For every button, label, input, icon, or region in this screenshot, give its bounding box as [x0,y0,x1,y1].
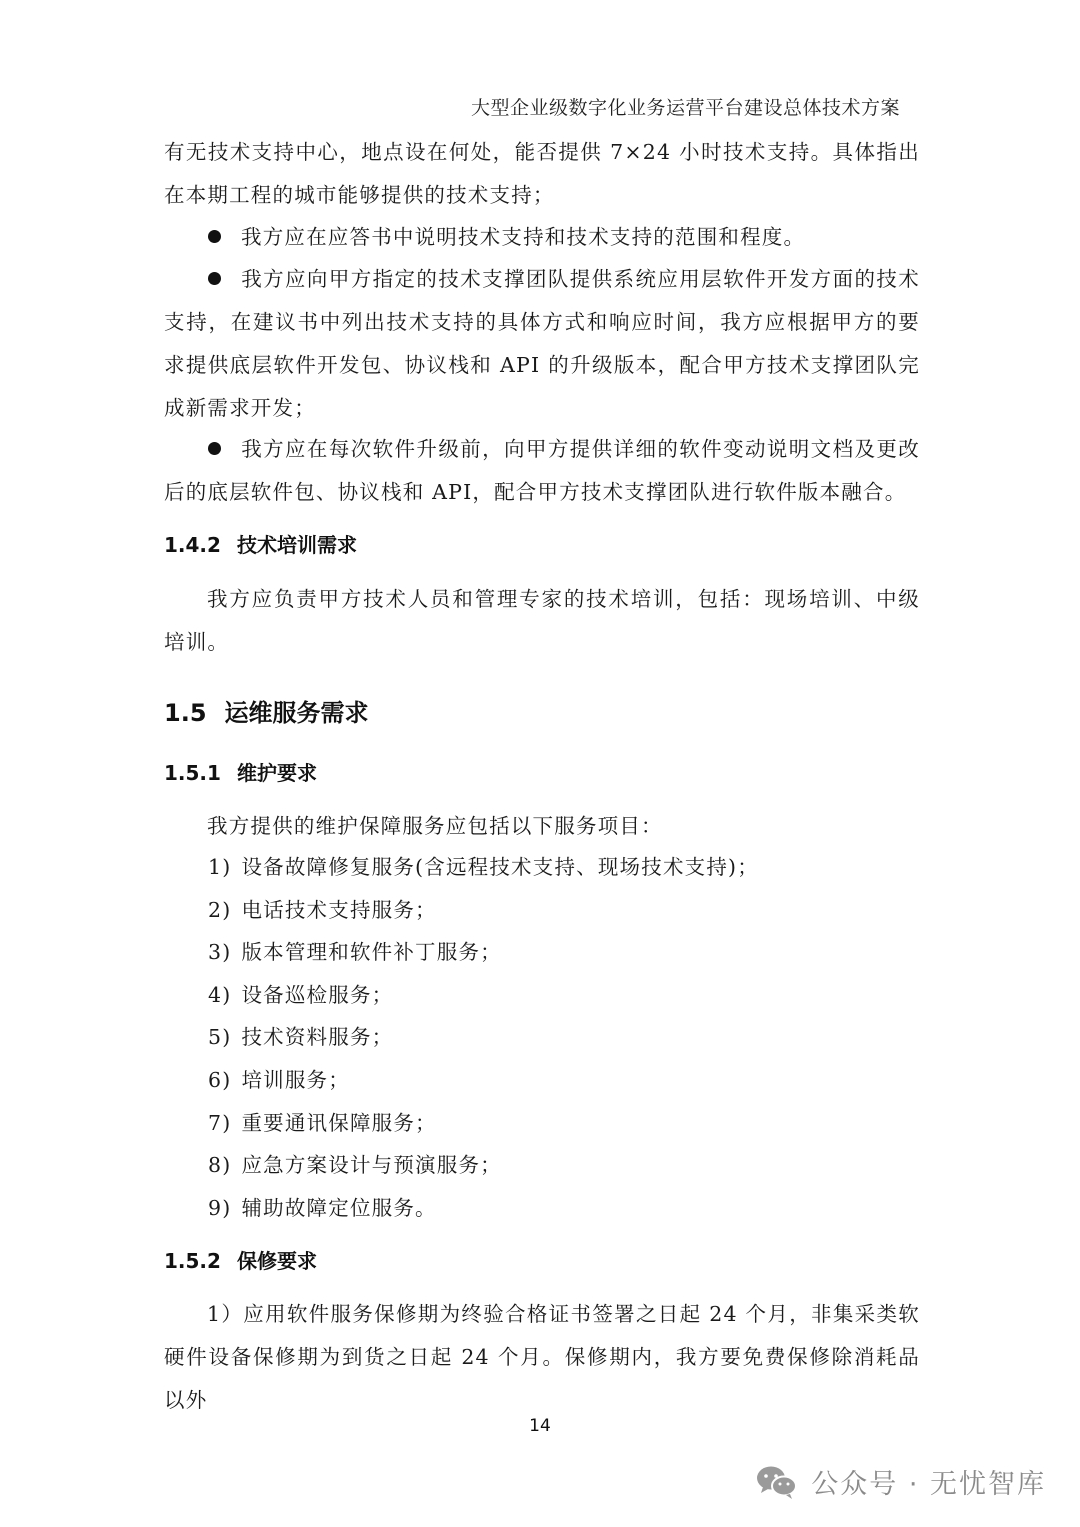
list-item [208,846,759,889]
watermark-text: 公众号 · 无忧智库 [811,1469,1046,1500]
list-text: 辅助故障定位服务。 [241,1195,437,1220]
list-item [208,974,759,1017]
paragraph-maintenance-intro: 我方提供的维护保障服务应包括以下服务项目： [207,814,663,838]
list-marker: 1) [208,855,232,879]
heading-title: 运维服务需求 [224,699,369,727]
heading-title: 技术培训需求 [236,533,357,557]
list-text: 应急方案设计与预演服务； [241,1153,502,1178]
list-item [208,1187,759,1230]
bullet-text: 我方应在应答书中说明技术支持和技术支持的范围和程度。 [241,225,806,249]
list-marker: 9) [208,1195,232,1220]
paragraph-tech-support-center: 有无技术支持中心，地点设在何处，能否提供 7×24 小时技术支持。具体指出在本期工程的城市能够提供的技术支持； [164,140,920,207]
list-marker: 3) [208,940,232,965]
list-item [208,889,759,932]
list-marker: 2) [208,897,232,922]
list-marker: 7) [208,1110,232,1135]
bullet-text: 我方应在每次软件升级前，向甲方提供详细的软件变动说明文档及更改后的底层软件包、协议栈和 API，配合甲方技术支撑团队进行软件版本融合。 [164,437,920,504]
heading-1-5-1 [164,758,317,788]
list-marker: 8) [208,1153,232,1178]
bullet-item-3 [164,428,920,514]
heading-title: 保修要求 [236,1249,317,1273]
maintenance-items-list [208,846,759,1229]
bullet-icon [208,272,221,285]
watermark [755,1462,1046,1501]
list-item [208,1102,759,1145]
list-item [208,1016,759,1059]
heading-number: 1.5 [164,699,207,727]
list-text: 重要通讯保障服务； [241,1110,437,1135]
list-text: 培训服务； [241,1067,350,1092]
list-text: 技术资料服务； [241,1025,394,1050]
list-marker: 6) [208,1067,232,1092]
list-item [208,1144,759,1187]
heading-number: 1.5.2 [164,1249,221,1273]
heading-1-4-2 [164,530,357,560]
list-marker: 4) [208,982,232,1007]
list-text: 设备故障修复服务(含远程技术支持、现场技术支持)； [241,855,759,879]
bullet-icon [208,230,221,243]
heading-1-5-2 [164,1246,317,1276]
list-item [208,931,759,974]
list-item [208,1059,759,1102]
page-number: 14 [529,1416,551,1436]
heading-number: 1.4.2 [164,533,221,557]
bullet-item-1 [164,216,920,259]
list-text: 版本管理和软件补丁服务； [241,940,502,965]
list-text: 电话技术支持服务； [241,897,437,922]
bullet-text: 我方应向甲方指定的技术支撑团队提供系统应用层软件开发方面的技术支持，在建议书中列出技术支持的具体方式和响应时间，我方应根据甲方的要求提供底层软件开发包、协议栈和 API 的升级版本，配合甲方技术支撑团队完成新需求开发； [164,267,920,420]
paragraph-warranty: 1）应用软件服务保修期为终验合格证书签署之日起 24 个月，非集采类软硬件设备保修期为到货之日起 24 个月。保修期内，我方要免费保修除消耗品以外 [164,1302,920,1412]
list-text: 设备巡检服务； [241,982,394,1007]
list-marker: 5) [208,1025,232,1050]
page-header-title: 大型企业级数字化业务运营平台建设总体技术方案 [470,97,900,119]
paragraph-training: 我方应负责甲方技术人员和管理专家的技术培训，包括：现场培训、中级培训。 [164,587,920,654]
bullet-item-2 [164,258,920,430]
bullet-icon [208,442,221,455]
heading-1-5 [164,696,369,730]
heading-number: 1.5.1 [164,761,221,785]
wechat-icon [755,1464,799,1500]
heading-title: 维护要求 [236,761,317,785]
